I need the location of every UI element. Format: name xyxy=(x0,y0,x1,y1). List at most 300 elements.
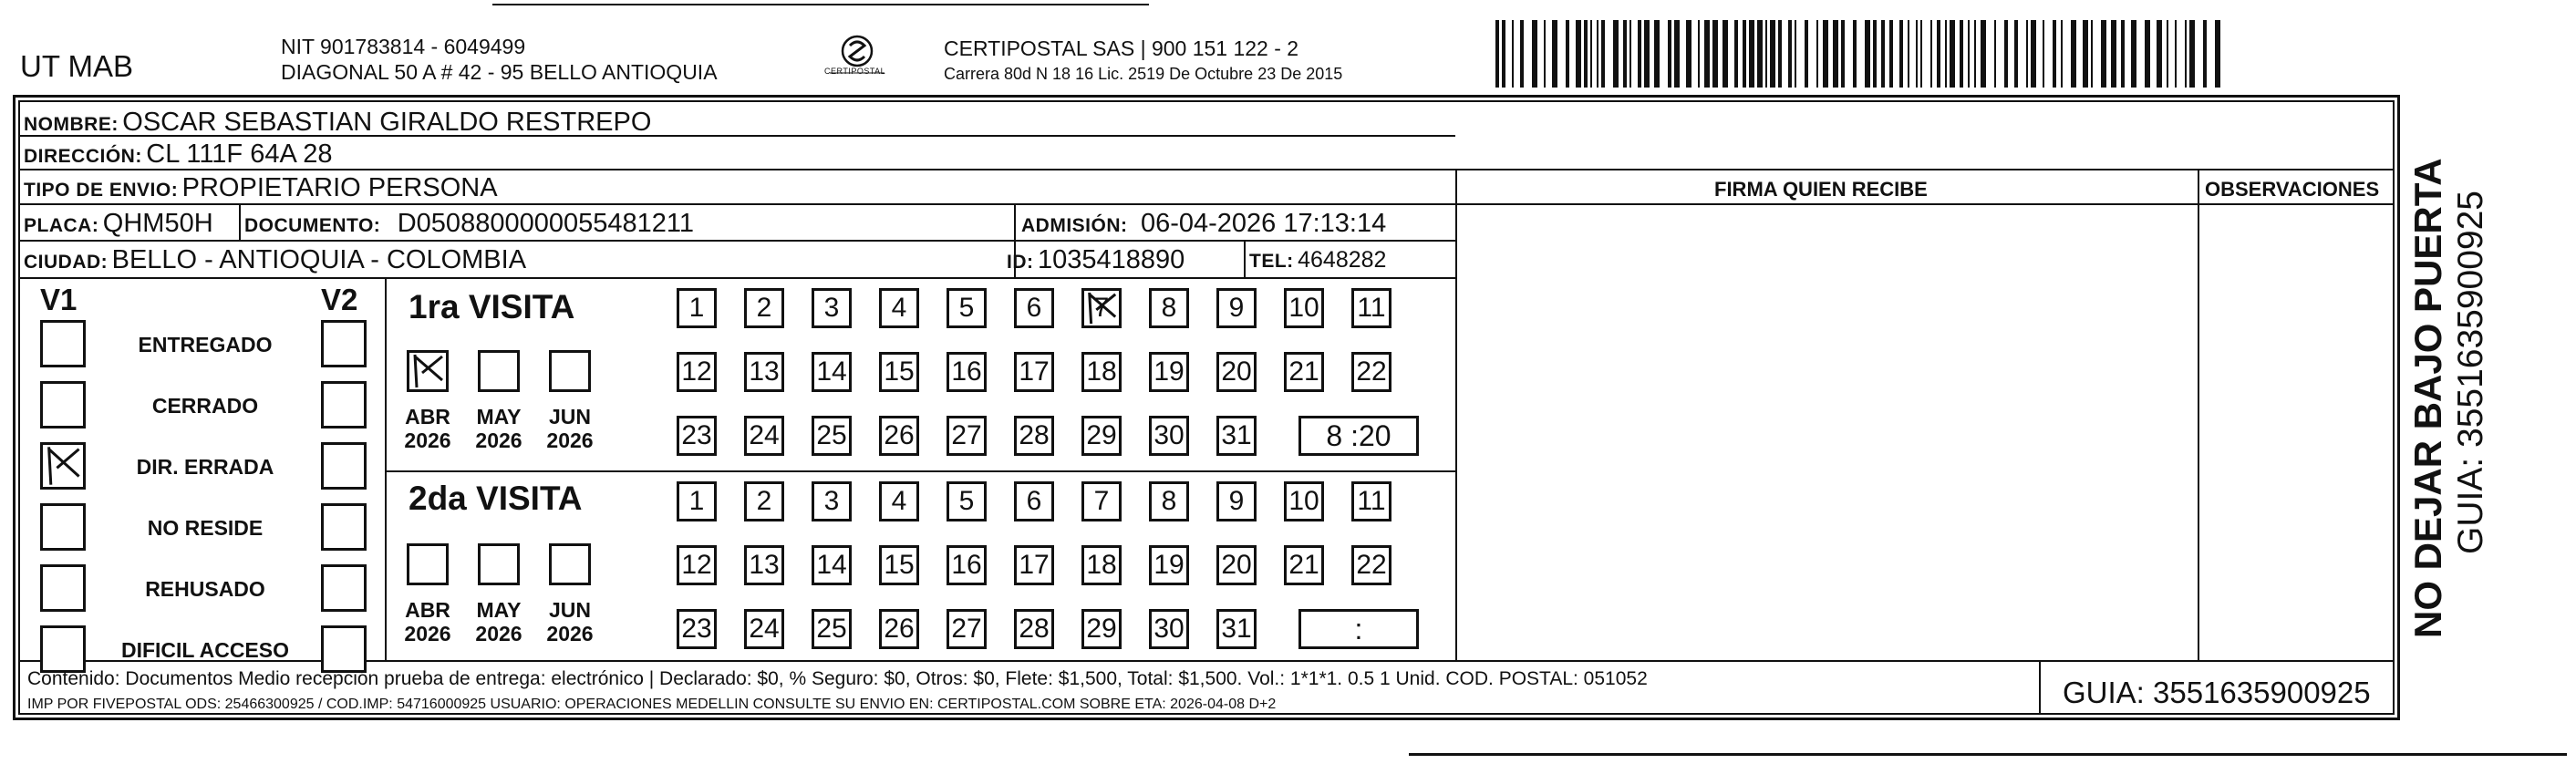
row-line xyxy=(18,240,1455,242)
barcode-bar xyxy=(1981,20,1986,88)
placa-row xyxy=(24,211,213,237)
day-number: 16 xyxy=(951,550,982,580)
day-number: 2 xyxy=(756,486,772,516)
barcode-bar xyxy=(1865,20,1870,88)
barcode-bar xyxy=(1734,20,1738,88)
barcode-bar xyxy=(1899,20,1903,88)
barcode-bar xyxy=(1674,20,1680,88)
barcode-bar xyxy=(1723,20,1728,88)
day-number: 2 xyxy=(756,293,772,323)
status-label: DIFICIL ACCESO xyxy=(120,638,289,662)
firma-header: FIRMA QUIEN RECIBE xyxy=(1714,178,1928,201)
day-box[interactable] xyxy=(1081,609,1122,649)
direccion-label: DIRECCIÓN: xyxy=(24,146,142,167)
day-box[interactable] xyxy=(1081,481,1122,521)
day-box[interactable] xyxy=(879,609,919,649)
day-number: 7 xyxy=(1093,486,1110,516)
visit2-title: 2da VISITA xyxy=(409,480,583,517)
barcode-bar xyxy=(1770,20,1775,88)
barcode-bar xyxy=(1930,20,1932,88)
ciudad-value: BELLO - ANTIOQUIA - COLOMBIA xyxy=(111,245,527,274)
day-number: 9 xyxy=(1228,486,1245,516)
day-number: 11 xyxy=(1357,486,1386,516)
day-box[interactable] xyxy=(947,416,987,456)
barcode-bar xyxy=(2083,20,2088,88)
barcode-bar xyxy=(1613,20,1619,88)
status-label: DIR. ERRADA xyxy=(136,455,274,479)
v2-checkbox[interactable] xyxy=(321,320,367,367)
barcode-bar xyxy=(1805,20,1808,88)
sender-address: DIAGONAL 50 A # 42 - 95 BELLO ANTIOQUIA xyxy=(281,60,718,84)
documento-row xyxy=(244,211,694,237)
tipo-value: PROPIETARIO PERSONA xyxy=(181,173,498,202)
day-number: 5 xyxy=(958,293,975,323)
barcode-bar xyxy=(2071,20,2076,88)
col-line xyxy=(2198,169,2199,661)
id-row xyxy=(1007,247,1185,274)
day-box[interactable] xyxy=(744,416,784,456)
month-year: 2026 xyxy=(546,428,594,453)
barcode-bar xyxy=(1788,20,1792,88)
day-box[interactable] xyxy=(1014,609,1054,649)
placa-label: PLACA: xyxy=(24,215,99,236)
day-box[interactable] xyxy=(1216,609,1257,649)
day-box[interactable] xyxy=(1014,481,1054,521)
day-number: 23 xyxy=(681,420,712,450)
v2-checkbox[interactable] xyxy=(321,564,367,612)
handwritten-check-mark xyxy=(409,353,446,389)
barcode-bar xyxy=(1584,20,1588,88)
day-number: 30 xyxy=(1154,614,1185,644)
month-name: JUN xyxy=(548,598,591,622)
month-year: 2026 xyxy=(404,622,451,646)
day-box[interactable] xyxy=(947,352,987,392)
footer-imp: IMP POR FIVEPOSTAL ODS: 25466300925 / COD.IMP: 54716000925 USUARIO: OPERACIONES MEDELLIN CONSULTE SU ENVIO EN: CERTIPOSTAL.COM SOBRE ETA: 2026-04-08 D+2 xyxy=(27,697,1277,712)
month-label xyxy=(541,598,599,646)
day-box[interactable] xyxy=(1284,481,1324,521)
day-box[interactable] xyxy=(1351,545,1391,585)
direccion-row xyxy=(24,141,333,168)
logo-text: CERTIPOSTAL xyxy=(824,67,886,76)
month-label xyxy=(398,405,457,453)
day-number: 23 xyxy=(681,614,712,644)
day-number: 28 xyxy=(1019,420,1050,450)
barcode-bar xyxy=(1916,20,1918,88)
barcode-bar xyxy=(1960,20,1963,88)
v1-checkbox[interactable] xyxy=(40,442,86,490)
barcode-bar xyxy=(1512,20,1514,88)
visit-time-box[interactable] xyxy=(1298,609,1419,649)
barcode-bar xyxy=(1853,20,1857,88)
status-label: CERRADO xyxy=(151,394,259,418)
status-label: ENTREGADO xyxy=(138,333,273,356)
placa-value: QHM50H xyxy=(102,209,213,238)
day-number: 17 xyxy=(1019,356,1050,387)
barcode-bar xyxy=(1974,20,1976,88)
day-number: 16 xyxy=(951,356,982,387)
day-box[interactable] xyxy=(879,288,919,328)
v2-label: V2 xyxy=(321,283,358,316)
visit-time-box[interactable] xyxy=(1298,416,1419,456)
barcode-bar xyxy=(1757,20,1763,88)
barcode-bar xyxy=(1552,20,1557,88)
day-box[interactable] xyxy=(1014,352,1054,392)
month-checkbox[interactable] xyxy=(407,543,449,585)
barcode-bar xyxy=(1994,20,1996,88)
barcode-bar xyxy=(1749,20,1754,88)
day-box[interactable] xyxy=(677,416,717,456)
day-number: 19 xyxy=(1154,550,1185,580)
barcode-bar xyxy=(2043,20,2044,88)
barcode-bar xyxy=(1765,20,1767,88)
v1-checkbox[interactable] xyxy=(40,381,86,428)
day-box[interactable] xyxy=(677,352,717,392)
company-name: CERTIPOSTAL SAS | 900 151 122 - 2 xyxy=(944,36,1299,60)
nombre-label: NOMBRE: xyxy=(24,114,119,135)
barcode-bar xyxy=(1950,20,1955,88)
day-box[interactable] xyxy=(677,288,717,328)
day-number: 26 xyxy=(884,420,915,450)
day-box[interactable] xyxy=(1149,288,1189,328)
day-number: 4 xyxy=(891,486,907,516)
month-name: JUN xyxy=(548,405,591,428)
day-box[interactable] xyxy=(1284,545,1324,585)
col-line xyxy=(385,277,387,660)
day-number: 25 xyxy=(816,614,847,644)
day-box[interactable] xyxy=(1284,288,1324,328)
day-box[interactable] xyxy=(947,481,987,521)
barcode-bar xyxy=(2026,20,2028,88)
month-label xyxy=(470,405,528,453)
day-number: 28 xyxy=(1019,614,1050,644)
col-line xyxy=(2039,660,2041,715)
day-box[interactable] xyxy=(812,609,852,649)
scan-line-top xyxy=(492,4,1149,5)
day-box[interactable] xyxy=(947,545,987,585)
day-box[interactable] xyxy=(1216,416,1257,456)
barcode-bar xyxy=(1576,20,1581,88)
v1-checkbox[interactable] xyxy=(40,625,86,673)
day-box[interactable] xyxy=(1216,545,1257,585)
day-box[interactable] xyxy=(744,609,784,649)
day-box[interactable] xyxy=(744,288,784,328)
day-number: 30 xyxy=(1154,420,1185,450)
barcode-bar xyxy=(1889,20,1893,88)
barcode-bar xyxy=(1937,20,1940,88)
day-box[interactable] xyxy=(812,545,852,585)
day-number: 10 xyxy=(1288,486,1319,516)
day-number: 8 xyxy=(1161,486,1177,516)
month-name: MAY xyxy=(476,405,522,428)
day-number: 14 xyxy=(816,356,847,387)
row-line xyxy=(385,470,1455,472)
footer-guia: GUIA: 3551635900925 xyxy=(2063,676,2371,709)
month-name: MAY xyxy=(476,598,522,622)
nombre-row xyxy=(24,109,651,136)
day-number: 18 xyxy=(1086,550,1117,580)
barcode-bar xyxy=(2157,20,2162,88)
month-checkbox[interactable] xyxy=(407,350,449,392)
barcode-bar xyxy=(2175,20,2177,88)
footer-contenido: Contenido: Documentos Medio recepción prueba de entrega: electrónico | Declarado: $0, % Seguro: $0, Otros: $0, Flete: $1,500, Total: $1,500. Vol.: 1*1*1. 0.5 1 Unid. COD. POSTAL: 051052 xyxy=(27,668,1648,689)
day-number: 26 xyxy=(884,614,915,644)
barcode-bar xyxy=(1704,20,1710,88)
barcode-bar xyxy=(2189,20,2195,88)
day-box[interactable] xyxy=(879,416,919,456)
month-year: 2026 xyxy=(475,428,522,453)
day-box[interactable] xyxy=(1149,416,1189,456)
day-box[interactable] xyxy=(879,481,919,521)
status-label: NO RESIDE xyxy=(147,516,264,540)
month-checkbox[interactable] xyxy=(549,350,591,392)
barcode-bar xyxy=(2215,20,2220,88)
day-box[interactable] xyxy=(1081,288,1122,328)
day-box[interactable] xyxy=(744,352,784,392)
barcode-bar xyxy=(1968,20,1970,88)
barcode-bar xyxy=(1601,20,1605,88)
sender-name: UT MAB xyxy=(20,49,134,83)
barcode-bar xyxy=(1816,20,1818,88)
day-box[interactable] xyxy=(1014,288,1054,328)
barcode-bar xyxy=(1908,20,1909,88)
id-label: ID: xyxy=(1007,252,1034,273)
row-line xyxy=(18,203,2395,205)
day-number: 8 xyxy=(1161,293,1177,323)
month-year: 2026 xyxy=(475,622,522,646)
col-line xyxy=(1244,240,1246,277)
barcode-bar xyxy=(1495,20,1499,88)
col-line xyxy=(239,203,241,241)
month-name: ABR xyxy=(405,405,450,428)
day-box[interactable] xyxy=(1351,352,1391,392)
visit-time-value: : xyxy=(1354,612,1363,645)
month-label xyxy=(470,598,528,646)
day-number: 5 xyxy=(958,486,975,516)
day-number: 6 xyxy=(1026,293,1042,323)
day-box[interactable] xyxy=(677,545,717,585)
barcode-bar xyxy=(2131,20,2136,88)
day-box[interactable] xyxy=(677,481,717,521)
barcode-bar xyxy=(1712,20,1718,88)
v2-checkbox[interactable] xyxy=(321,442,367,490)
tipo-row xyxy=(24,175,498,201)
barcode-bar xyxy=(2121,20,2125,88)
barcode-bar xyxy=(1566,20,1569,88)
ciudad-label: CIUDAD: xyxy=(24,252,109,273)
day-box[interactable] xyxy=(1149,545,1189,585)
barcode-bar xyxy=(1698,20,1700,88)
day-number: 11 xyxy=(1357,293,1386,323)
day-box[interactable] xyxy=(879,545,919,585)
documento-value: D0508800000055481211 xyxy=(397,209,694,238)
barcode-bar xyxy=(1544,20,1546,88)
day-box[interactable] xyxy=(1216,288,1257,328)
barcode-bar xyxy=(1590,20,1592,88)
barcode-bar xyxy=(1502,20,1505,88)
month-checkbox[interactable] xyxy=(478,543,520,585)
tel-row xyxy=(1249,249,1386,272)
barcode-bar xyxy=(2031,20,2036,88)
v1-checkbox[interactable] xyxy=(40,320,86,367)
day-number: 29 xyxy=(1086,420,1117,450)
barcode-bar xyxy=(1920,20,1922,88)
no-dejar-text: NO DEJAR BAJO PUERTA xyxy=(2406,158,2449,638)
barcode-bar xyxy=(1778,20,1782,88)
day-box[interactable] xyxy=(1149,609,1189,649)
day-number: 21 xyxy=(1288,550,1319,580)
day-box[interactable] xyxy=(1216,352,1257,392)
barcode-bar xyxy=(1668,20,1671,88)
barcode-bar xyxy=(1654,20,1660,88)
barcode-bar xyxy=(2167,20,2168,88)
day-box[interactable] xyxy=(812,352,852,392)
barcode-bar xyxy=(1644,20,1650,88)
day-number: 6 xyxy=(1026,486,1042,516)
day-number: 3 xyxy=(823,486,840,516)
observaciones-header: OBSERVACIONES xyxy=(2205,178,2380,201)
day-number: 21 xyxy=(1288,356,1319,387)
day-number: 22 xyxy=(1356,356,1387,387)
day-number: 17 xyxy=(1019,550,1050,580)
barcode-bar xyxy=(1520,20,1524,88)
day-number: 19 xyxy=(1154,356,1185,387)
admision-label: ADMISIÓN: xyxy=(1021,215,1128,236)
day-box[interactable] xyxy=(1216,481,1257,521)
day-box[interactable] xyxy=(1081,416,1122,456)
day-number: 24 xyxy=(749,420,780,450)
day-box[interactable] xyxy=(1149,481,1189,521)
month-label xyxy=(541,405,599,453)
day-number: 29 xyxy=(1086,614,1117,644)
day-number: 1 xyxy=(688,293,705,323)
barcode-bar xyxy=(2014,20,2018,88)
day-number: 24 xyxy=(749,614,780,644)
v1-label: V1 xyxy=(40,283,78,316)
day-number: 20 xyxy=(1221,356,1252,387)
day-number: 13 xyxy=(749,356,780,387)
barcode-bar xyxy=(2185,20,2187,88)
status-label: REHUSADO xyxy=(145,577,265,601)
day-box[interactable] xyxy=(947,288,987,328)
side-guia-text: GUIA: 3551635900925 xyxy=(2451,191,2490,554)
day-number: 27 xyxy=(951,614,982,644)
v1-checkbox[interactable] xyxy=(40,503,86,551)
day-number: 4 xyxy=(891,293,907,323)
day-number: 18 xyxy=(1086,356,1117,387)
month-checkbox[interactable] xyxy=(478,350,520,392)
day-box[interactable] xyxy=(1351,481,1391,521)
day-number: 20 xyxy=(1221,550,1252,580)
day-number: 12 xyxy=(681,550,712,580)
day-box[interactable] xyxy=(1081,352,1122,392)
barcode-bar xyxy=(1823,20,1828,88)
barcode-bar xyxy=(1881,20,1885,88)
day-box[interactable] xyxy=(1014,545,1054,585)
nombre-value: OSCAR SEBASTIAN GIRALDO RESTREPO xyxy=(122,108,652,137)
admision-row xyxy=(1021,211,1386,237)
barcode-bar xyxy=(1638,20,1641,88)
v1-checkbox[interactable] xyxy=(40,564,86,612)
barcode xyxy=(1495,20,2229,88)
sender-nit: NIT 901783814 - 6049499 xyxy=(281,35,526,58)
barcode-bar xyxy=(1686,20,1691,88)
barcode-bar xyxy=(1873,20,1877,88)
day-number: 13 xyxy=(749,550,780,580)
tel-value: 4648282 xyxy=(1298,247,1387,273)
row-line xyxy=(18,169,2395,170)
barcode-bar xyxy=(2111,20,2116,88)
day-box[interactable] xyxy=(812,481,852,521)
month-checkbox[interactable] xyxy=(549,543,591,585)
day-box[interactable] xyxy=(677,609,717,649)
day-box[interactable] xyxy=(812,288,852,328)
certipostal-logo xyxy=(821,33,894,84)
visit-time-value: 8 :20 xyxy=(1326,418,1391,452)
barcode-bar xyxy=(2203,20,2207,88)
day-number: 12 xyxy=(681,356,712,387)
day-number: 25 xyxy=(816,420,847,450)
ciudad-row xyxy=(24,247,526,274)
barcode-bar xyxy=(2061,20,2063,88)
barcode-bar xyxy=(1597,20,1598,88)
scan-line-bottom xyxy=(1409,753,2567,756)
day-number: 1 xyxy=(688,486,705,516)
month-label xyxy=(398,598,457,646)
day-box[interactable] xyxy=(1081,545,1122,585)
day-box[interactable] xyxy=(879,352,919,392)
month-name: ABR xyxy=(405,598,450,622)
company-license: Carrera 80d N 18 16 Lic. 2519 De Octubre 23 De 2015 xyxy=(944,65,1343,83)
day-box[interactable] xyxy=(947,609,987,649)
day-box[interactable] xyxy=(744,481,784,521)
day-number: 15 xyxy=(884,356,915,387)
barcode-bar xyxy=(2004,20,2008,88)
v2-checkbox[interactable] xyxy=(321,381,367,428)
day-box[interactable] xyxy=(812,416,852,456)
barcode-bar xyxy=(2091,20,2093,88)
day-number: 15 xyxy=(884,550,915,580)
month-year: 2026 xyxy=(404,428,451,453)
tipo-label: TIPO DE ENVIO: xyxy=(24,180,179,201)
day-number: 9 xyxy=(1228,293,1245,323)
day-box[interactable] xyxy=(1351,288,1391,328)
barcode-bar xyxy=(2053,20,2056,88)
day-number: 31 xyxy=(1221,420,1252,450)
day-box[interactable] xyxy=(1284,352,1324,392)
day-number: 27 xyxy=(951,420,982,450)
visit1-title: 1ra VISITA xyxy=(409,288,575,325)
barcode-bar xyxy=(2145,20,2150,88)
month-year: 2026 xyxy=(546,622,594,646)
barcode-bar xyxy=(1623,20,1627,88)
tel-label: TEL: xyxy=(1249,251,1294,272)
day-number: 3 xyxy=(823,293,840,323)
v2-checkbox[interactable] xyxy=(321,503,367,551)
day-number: 10 xyxy=(1288,293,1319,323)
day-box[interactable] xyxy=(1014,416,1054,456)
handwritten-check-mark xyxy=(1084,291,1119,325)
barcode-bar xyxy=(1833,20,1838,88)
barcode-bar xyxy=(1743,20,1746,88)
admision-value: 06-04-2026 17:13:14 xyxy=(1140,209,1387,238)
day-number: 22 xyxy=(1356,550,1387,580)
day-box[interactable] xyxy=(1149,352,1189,392)
day-box[interactable] xyxy=(744,545,784,585)
barcode-bar xyxy=(1629,20,1631,88)
v2-checkbox[interactable] xyxy=(321,625,367,673)
direccion-value: CL 111F 64A 28 xyxy=(146,139,333,169)
col-line xyxy=(1455,169,1457,661)
